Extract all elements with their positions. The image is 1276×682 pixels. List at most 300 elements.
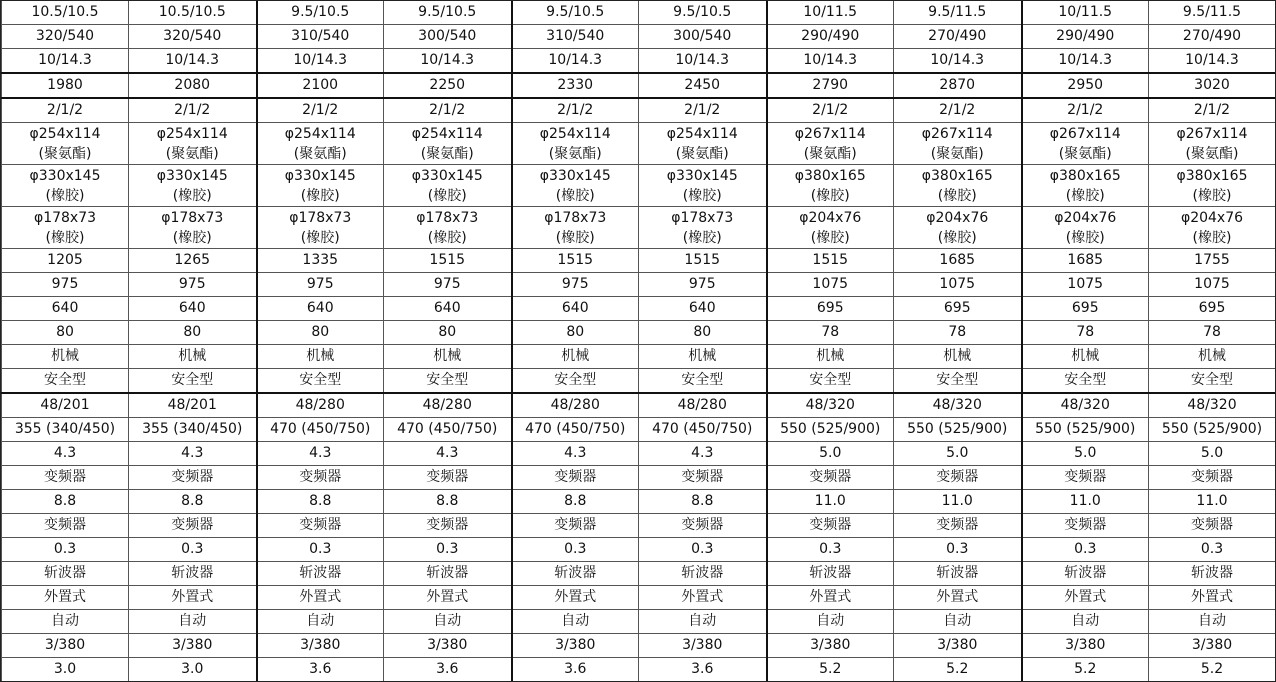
- table-cell: [1022, 297, 1149, 321]
- cell-text: 0.3: [819, 541, 842, 557]
- table-cell: [767, 297, 894, 321]
- cell-text: (聚氨酯): [1058, 145, 1112, 162]
- cell-text: φ254x114: [411, 125, 483, 142]
- table-cell: [129, 98, 257, 123]
- table-row: [2, 1, 1276, 25]
- cell-text: 80: [438, 324, 457, 340]
- cell-text: 斩波器: [426, 565, 469, 581]
- cell-text: 变频器: [1064, 469, 1107, 485]
- cell-text: 1075: [939, 276, 976, 292]
- table-cell: [257, 442, 384, 466]
- cell-text: 斩波器: [554, 565, 597, 581]
- cell-text: 5.0: [819, 445, 842, 461]
- table-cell: [1149, 514, 1276, 538]
- cell-text: 975: [51, 276, 79, 292]
- table-row: [2, 418, 1276, 442]
- cell-text: (聚氨酯): [293, 145, 347, 162]
- table-cell: [384, 249, 512, 273]
- table-row: [2, 345, 1276, 369]
- cell-text: 48/320: [1060, 397, 1110, 413]
- cell-text: 470 (450/750): [270, 421, 371, 437]
- table-cell: [257, 658, 384, 682]
- table-cell: [639, 249, 767, 273]
- cell-text: 9.5/10.5: [673, 4, 732, 20]
- table-cell: [512, 207, 639, 249]
- table-cell: [894, 610, 1022, 634]
- cell-text: 695: [1198, 300, 1226, 316]
- cell-text: φ380x165: [794, 167, 866, 184]
- table-cell: [1149, 490, 1276, 514]
- cell-text: 2330: [557, 77, 594, 93]
- cell-text: (橡胶): [682, 229, 722, 246]
- table-cell: [512, 466, 639, 490]
- cell-text: 2100: [302, 77, 339, 93]
- table-cell: [639, 123, 767, 165]
- table-cell: [257, 98, 384, 123]
- table-cell: [384, 98, 512, 123]
- spec-table-body: [2, 1, 1276, 682]
- cell-text: 8.8: [53, 493, 77, 509]
- cell-text: φ330x145: [666, 167, 738, 184]
- cell-text: 355 (340/450): [142, 421, 243, 437]
- table-cell: [384, 123, 512, 165]
- cell-text: φ330x145: [284, 167, 356, 184]
- cell-text: 外置式: [44, 589, 86, 605]
- cell-text: 11.0: [814, 493, 846, 509]
- cell-text: 975: [433, 276, 461, 292]
- cell-text: 斩波器: [299, 565, 342, 581]
- table-cell: [639, 490, 767, 514]
- table-row: [2, 73, 1276, 98]
- cell-text: 安全型: [1191, 372, 1233, 388]
- table-cell: [129, 490, 257, 514]
- cell-text: 变频器: [171, 517, 214, 533]
- table-cell: [1149, 418, 1276, 442]
- table-cell: [384, 165, 512, 207]
- cell-text: 外置式: [299, 589, 342, 605]
- cell-text: 外置式: [426, 589, 469, 605]
- cell-text: 自动: [433, 613, 462, 629]
- table-cell: [257, 514, 384, 538]
- table-cell: [384, 1, 512, 25]
- cell-text: 0.3: [309, 541, 332, 557]
- table-cell: [767, 49, 894, 74]
- cell-text: 变频器: [681, 517, 724, 533]
- cell-text: 320/540: [163, 28, 222, 44]
- cell-text: (橡胶): [810, 187, 850, 204]
- cell-text: 安全型: [681, 372, 724, 388]
- cell-text: 640: [433, 300, 461, 316]
- cell-text: 10/14.3: [930, 52, 985, 68]
- table-cell: [767, 207, 894, 249]
- table-cell: [129, 321, 257, 345]
- table-cell: [639, 207, 767, 249]
- cell-text: 640: [51, 300, 79, 316]
- table-cell: [129, 49, 257, 74]
- table-cell: [1022, 165, 1149, 207]
- table-cell: [512, 165, 639, 207]
- cell-text: 4.3: [691, 445, 714, 461]
- table-cell: [767, 369, 894, 394]
- cell-text: φ267x114: [1176, 125, 1248, 142]
- cell-text: 3/380: [810, 637, 851, 653]
- table-cell: [894, 207, 1022, 249]
- table-cell: [384, 73, 512, 98]
- cell-text: 2/1/2: [174, 102, 211, 118]
- table-cell: [1022, 207, 1149, 249]
- cell-text: 300/540: [673, 28, 732, 44]
- cell-text: 安全型: [1064, 372, 1107, 388]
- cell-text: 变频器: [1191, 517, 1233, 533]
- table-cell: [767, 123, 894, 165]
- table-cell: [512, 345, 639, 369]
- table-row: [2, 586, 1276, 610]
- table-cell: [512, 1, 639, 25]
- table-cell: [129, 369, 257, 394]
- table-cell: [257, 369, 384, 394]
- table-cell: [384, 345, 512, 369]
- cell-text: 机械: [1071, 348, 1100, 364]
- table-cell: [894, 49, 1022, 74]
- cell-text: 10/14.3: [803, 52, 858, 68]
- cell-text: 2950: [1067, 77, 1104, 93]
- cell-text: 10/14.3: [1185, 52, 1239, 68]
- cell-text: 975: [178, 276, 206, 292]
- cell-text: 5.2: [946, 661, 969, 677]
- table-cell: [2, 393, 129, 418]
- cell-text: 安全型: [171, 372, 214, 388]
- table-cell: [129, 273, 257, 297]
- cell-text: 78: [821, 324, 840, 340]
- table-cell: [129, 634, 257, 658]
- table-cell: [894, 98, 1022, 123]
- table-cell: [257, 562, 384, 586]
- table-cell: [1149, 98, 1276, 123]
- cell-text: 斩波器: [936, 565, 979, 581]
- cell-text: φ330x145: [411, 167, 483, 184]
- table-cell: [1022, 345, 1149, 369]
- cell-text: 355 (340/450): [14, 421, 116, 437]
- table-cell: [894, 345, 1022, 369]
- table-cell: [257, 586, 384, 610]
- cell-text: φ178x73: [161, 209, 224, 226]
- table-cell: [1022, 466, 1149, 490]
- table-cell: [1149, 49, 1276, 74]
- cell-text: 640: [688, 300, 716, 316]
- table-cell: [2, 73, 129, 98]
- table-cell: [639, 393, 767, 418]
- cell-text: 0.3: [53, 541, 77, 557]
- cell-text: (聚氨酯): [38, 145, 92, 162]
- table-cell: [767, 25, 894, 49]
- table-cell: [257, 165, 384, 207]
- table-cell: [512, 610, 639, 634]
- cell-text: φ267x114: [794, 125, 866, 142]
- cell-text: 5.0: [1074, 445, 1097, 461]
- cell-text: 3/380: [555, 637, 596, 653]
- cell-text: (橡胶): [937, 229, 977, 246]
- cell-text: 8.8: [436, 493, 459, 509]
- cell-text: φ204x76: [799, 209, 862, 226]
- cell-text: φ330x145: [156, 167, 228, 184]
- cell-text: φ178x73: [289, 209, 352, 226]
- table-cell: [1149, 634, 1276, 658]
- cell-text: 5.2: [1074, 661, 1097, 677]
- cell-text: 10/11.5: [803, 4, 858, 20]
- table-cell: [1149, 658, 1276, 682]
- cell-text: 10.5/10.5: [31, 4, 99, 20]
- table-cell: [639, 658, 767, 682]
- table-cell: [1022, 98, 1149, 123]
- table-cell: [639, 442, 767, 466]
- cell-text: 自动: [1198, 613, 1226, 629]
- cell-text: 2/1/2: [302, 102, 339, 118]
- cell-text: 机械: [178, 348, 207, 364]
- table-cell: [1022, 73, 1149, 98]
- table-cell: [767, 610, 894, 634]
- cell-text: 0.3: [691, 541, 714, 557]
- table-cell: [512, 49, 639, 74]
- table-cell: [129, 25, 257, 49]
- cell-text: 48/280: [550, 397, 600, 413]
- table-cell: [639, 25, 767, 49]
- cell-text: 自动: [178, 613, 207, 629]
- cell-text: 4.3: [309, 445, 332, 461]
- table-cell: [894, 123, 1022, 165]
- cell-text: 1265: [174, 252, 211, 268]
- cell-text: 变频器: [44, 517, 86, 533]
- table-cell: [894, 586, 1022, 610]
- table-cell: [2, 321, 129, 345]
- cell-text: 变频器: [299, 517, 342, 533]
- table-cell: [894, 273, 1022, 297]
- cell-text: 550 (525/900): [907, 421, 1008, 437]
- table-cell: [257, 123, 384, 165]
- cell-text: 变频器: [426, 517, 469, 533]
- cell-text: 550 (525/900): [1035, 421, 1136, 437]
- table-cell: [129, 249, 257, 273]
- cell-text: (橡胶): [172, 229, 212, 246]
- cell-text: 变频器: [44, 469, 86, 485]
- table-cell: [1022, 25, 1149, 49]
- cell-text: 10/11.5: [1058, 4, 1113, 20]
- table-cell: [767, 418, 894, 442]
- table-cell: [1149, 1, 1276, 25]
- table-cell: [257, 207, 384, 249]
- cell-text: 4.3: [53, 445, 77, 461]
- table-cell: [384, 610, 512, 634]
- table-cell: [257, 345, 384, 369]
- table-row: [2, 466, 1276, 490]
- cell-text: 1755: [1194, 252, 1230, 268]
- cell-text: 变频器: [1191, 469, 1233, 485]
- cell-text: 5.0: [946, 445, 969, 461]
- table-cell: [257, 490, 384, 514]
- cell-text: 695: [943, 300, 971, 316]
- cell-text: 11.0: [1196, 493, 1228, 509]
- cell-text: 270/490: [1182, 28, 1242, 44]
- cell-text: (橡胶): [555, 229, 595, 246]
- cell-text: 975: [561, 276, 589, 292]
- cell-text: 1515: [429, 252, 466, 268]
- cell-text: (橡胶): [682, 187, 722, 204]
- cell-text: 1980: [47, 77, 83, 93]
- table-cell: [1149, 321, 1276, 345]
- cell-text: 10.5/10.5: [158, 4, 226, 20]
- cell-text: (聚氨酯): [165, 145, 219, 162]
- table-cell: [1022, 418, 1149, 442]
- cell-text: (橡胶): [1192, 187, 1232, 204]
- table-cell: [1022, 393, 1149, 418]
- cell-text: 11.0: [941, 493, 973, 509]
- table-cell: [767, 490, 894, 514]
- table-row: [2, 165, 1276, 207]
- cell-text: 0.3: [181, 541, 204, 557]
- table-cell: [1149, 273, 1276, 297]
- cell-text: 10/14.3: [420, 52, 475, 68]
- cell-text: 斩波器: [809, 565, 852, 581]
- table-cell: [384, 297, 512, 321]
- cell-text: 11.0: [1069, 493, 1101, 509]
- table-row: [2, 273, 1276, 297]
- cell-text: φ204x76: [1054, 209, 1117, 226]
- table-cell: [639, 165, 767, 207]
- table-cell: [257, 418, 384, 442]
- table-cell: [257, 393, 384, 418]
- cell-text: 变频器: [426, 469, 469, 485]
- cell-text: 1075: [1067, 276, 1104, 292]
- table-cell: [129, 586, 257, 610]
- cell-text: 695: [1071, 300, 1099, 316]
- table-cell: [894, 73, 1022, 98]
- cell-text: 自动: [561, 613, 590, 629]
- table-cell: [894, 658, 1022, 682]
- cell-text: φ267x114: [921, 125, 993, 142]
- cell-text: φ254x114: [29, 125, 101, 142]
- table-cell: [257, 297, 384, 321]
- table-cell: [384, 586, 512, 610]
- table-cell: [767, 345, 894, 369]
- cell-text: 48/201: [167, 397, 217, 413]
- cell-text: 3020: [1194, 77, 1230, 93]
- cell-text: 8.8: [564, 493, 587, 509]
- table-row: [2, 297, 1276, 321]
- table-cell: [1022, 321, 1149, 345]
- table-cell: [384, 538, 512, 562]
- cell-text: 48/320: [932, 397, 982, 413]
- cell-text: 2/1/2: [812, 102, 849, 118]
- cell-text: 470 (450/750): [652, 421, 753, 437]
- table-cell: [767, 1, 894, 25]
- table-cell: [2, 49, 129, 74]
- cell-text: 机械: [943, 348, 972, 364]
- cell-text: 1335: [302, 252, 339, 268]
- table-cell: [384, 562, 512, 586]
- cell-text: (橡胶): [300, 229, 340, 246]
- cell-text: 48/280: [422, 397, 472, 413]
- cell-text: 自动: [688, 613, 717, 629]
- cell-text: 470 (450/750): [397, 421, 498, 437]
- table-cell: [2, 207, 129, 249]
- cell-text: 外置式: [554, 589, 597, 605]
- table-row: [2, 98, 1276, 123]
- cell-text: 975: [688, 276, 716, 292]
- cell-text: 0.3: [564, 541, 587, 557]
- table-row: [2, 369, 1276, 394]
- table-cell: [512, 25, 639, 49]
- cell-text: 2/1/2: [557, 102, 594, 118]
- table-cell: [639, 562, 767, 586]
- table-cell: [129, 345, 257, 369]
- cell-text: 3.6: [436, 661, 459, 677]
- cell-text: 3/380: [1191, 637, 1233, 653]
- table-cell: [894, 393, 1022, 418]
- cell-text: (橡胶): [45, 187, 85, 204]
- cell-text: 机械: [433, 348, 462, 364]
- cell-text: 3/380: [682, 637, 723, 653]
- table-cell: [257, 73, 384, 98]
- table-cell: [639, 466, 767, 490]
- table-cell: [767, 249, 894, 273]
- cell-text: 1685: [1067, 252, 1104, 268]
- table-cell: [384, 418, 512, 442]
- cell-text: 80: [56, 324, 74, 340]
- table-cell: [894, 297, 1022, 321]
- table-cell: [129, 442, 257, 466]
- cell-text: 0.3: [436, 541, 459, 557]
- table-cell: [257, 25, 384, 49]
- cell-text: φ254x114: [284, 125, 356, 142]
- table-cell: [1149, 345, 1276, 369]
- table-cell: [639, 418, 767, 442]
- table-cell: [1149, 123, 1276, 165]
- cell-text: 640: [178, 300, 206, 316]
- cell-text: 自动: [306, 613, 335, 629]
- cell-text: 9.5/10.5: [418, 4, 477, 20]
- cell-text: 80: [693, 324, 712, 340]
- table-cell: [512, 393, 639, 418]
- cell-text: 9.5/11.5: [928, 4, 987, 20]
- table-cell: [1149, 442, 1276, 466]
- table-cell: [129, 73, 257, 98]
- table-cell: [512, 73, 639, 98]
- cell-text: 机械: [561, 348, 590, 364]
- cell-text: 斩波器: [1064, 565, 1107, 581]
- table-row: [2, 610, 1276, 634]
- table-cell: [894, 466, 1022, 490]
- cell-text: 80: [311, 324, 330, 340]
- cell-text: 斩波器: [171, 565, 214, 581]
- table-cell: [1149, 610, 1276, 634]
- cell-text: 2/1/2: [429, 102, 466, 118]
- table-cell: [767, 98, 894, 123]
- spec-table: [1, 0, 1276, 682]
- table-cell: [129, 165, 257, 207]
- cell-text: 48/320: [805, 397, 855, 413]
- table-cell: [1022, 586, 1149, 610]
- table-cell: [2, 610, 129, 634]
- cell-text: 外置式: [1064, 589, 1107, 605]
- table-cell: [1022, 514, 1149, 538]
- cell-text: φ204x76: [1180, 209, 1244, 226]
- cell-text: 变频器: [936, 517, 979, 533]
- table-cell: [257, 538, 384, 562]
- cell-text: 1205: [47, 252, 83, 268]
- table-cell: [894, 442, 1022, 466]
- cell-text: 640: [306, 300, 334, 316]
- cell-text: (橡胶): [1192, 229, 1232, 246]
- table-cell: [129, 610, 257, 634]
